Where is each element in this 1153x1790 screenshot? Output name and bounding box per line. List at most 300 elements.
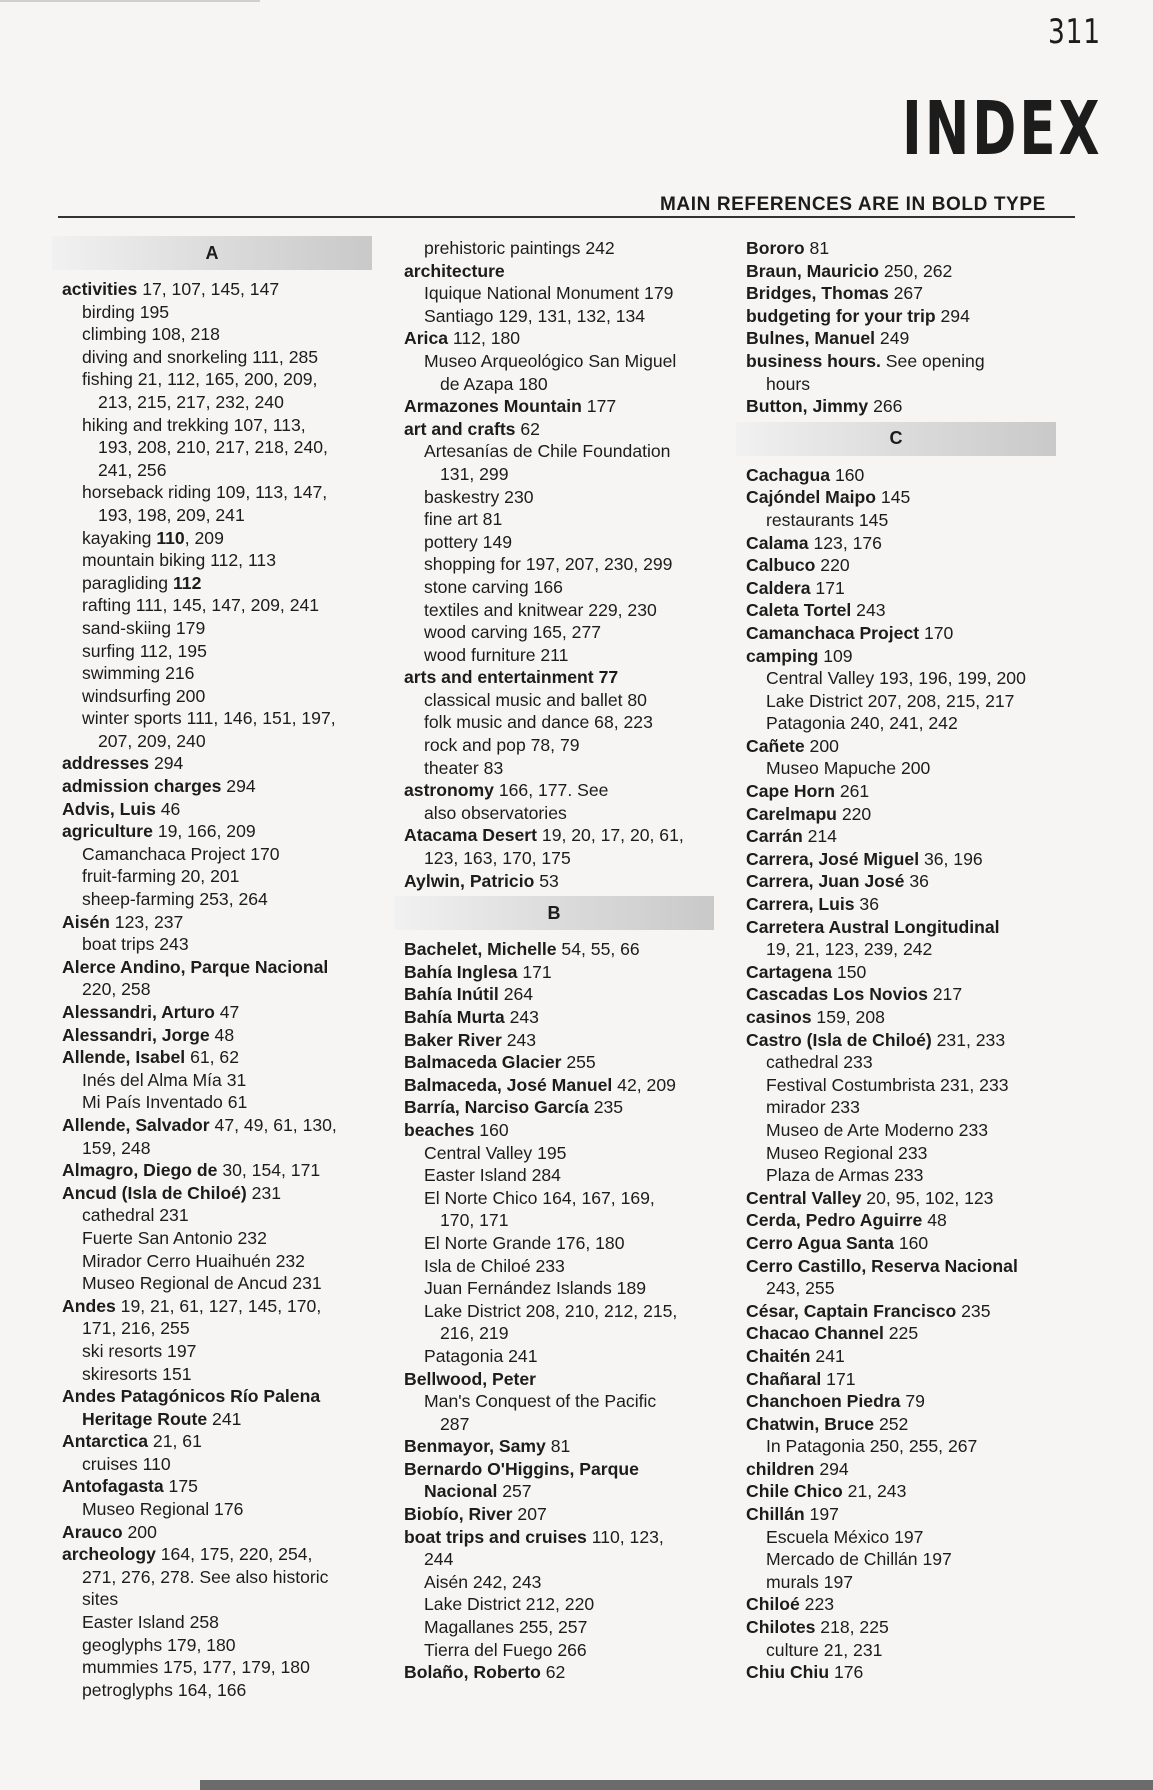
entry-pages: pottery 149 <box>424 531 513 552</box>
entry-pages: 19, 21, 61, 127, 145, 170, <box>115 1295 322 1316</box>
index-entry <box>746 1480 1076 1503</box>
index-subentry <box>62 1204 392 1227</box>
entry-pages: stone carving 166 <box>424 576 563 597</box>
entry-pages: 36, 196 <box>919 848 983 869</box>
entry-term: Cape Horn <box>746 781 835 802</box>
entry-term: Bachelet, Michelle <box>404 939 557 960</box>
index-subentry <box>404 644 734 667</box>
entry-pages: 243 <box>851 600 886 621</box>
entry-term: activities <box>62 279 138 299</box>
index-subentry <box>62 549 392 572</box>
entry-pages: Magallanes 255, 257 <box>424 1617 588 1638</box>
index-entry <box>746 1029 1076 1052</box>
index-entry <box>62 1024 392 1047</box>
index-subentry <box>62 1069 392 1092</box>
index-subentry <box>404 599 734 622</box>
entry-term: Bahía Inútil <box>404 984 499 1005</box>
index-entry <box>62 278 392 301</box>
index-subentry <box>404 350 734 373</box>
entry-pages: 62 <box>515 418 540 439</box>
entry-term: Chanchoen Piedra <box>746 1391 901 1412</box>
entry-pages: 214 <box>802 826 837 847</box>
index-subentry <box>746 1096 1076 1119</box>
entry-term: Carrera, Luis <box>746 894 855 915</box>
index-entry <box>404 1051 734 1074</box>
index-entry <box>404 938 734 961</box>
entry-term: Cachagua <box>746 464 831 485</box>
index-entry <box>746 825 1076 848</box>
entry-pages: sand-skiing 179 <box>82 617 206 638</box>
entry-term: Cerro Agua Santa <box>746 1232 894 1253</box>
index-entry <box>746 327 1076 350</box>
entry-term: Ancud (Isla de Chiloé) <box>62 1182 247 1203</box>
index-entry <box>404 395 734 418</box>
entry-pages: rafting 111, 145, 147, 209, 241 <box>82 595 320 616</box>
index-subentry <box>404 373 734 396</box>
section-letter: C <box>736 422 1056 456</box>
index-subentry <box>746 938 1076 961</box>
entry-term: Carelmapu <box>746 803 837 824</box>
index-subentry <box>404 576 734 599</box>
entry-pages: winter sports 111, 146, 151, 197, <box>82 708 336 729</box>
entry-pages: Easter Island 258 <box>82 1612 219 1633</box>
index-subentry <box>404 1300 734 1323</box>
entry-pages: 294 <box>814 1458 849 1479</box>
entry-pages: 112, 180 <box>448 328 521 349</box>
index-entry <box>746 577 1076 600</box>
index-subentry <box>404 553 734 576</box>
entry-pages: Aisén 242, 243 <box>424 1571 542 1592</box>
entry-term: Andes Patagónicos Río Palena <box>62 1386 321 1407</box>
entry-pages: 36 <box>904 871 929 892</box>
entry-pages: 200 <box>122 1521 157 1542</box>
index-subentry <box>404 1277 734 1300</box>
index-subentry <box>746 1142 1076 1165</box>
index-entry <box>404 1074 734 1097</box>
entry-term: Camanchaca Project <box>746 622 920 643</box>
entry-term: Bernardo O'Higgins, Parque <box>404 1458 639 1479</box>
entry-main-page: 112 <box>172 572 202 593</box>
index-subentry <box>746 1119 1076 1142</box>
entry-pages: horseback riding 109, 113, 147, <box>82 482 328 503</box>
entry-pages: textiles and knitwear 229, 230 <box>424 599 657 620</box>
entry-term: Heritage Route <box>82 1408 208 1429</box>
index-entry <box>62 1475 392 1498</box>
index-subentry <box>62 346 392 369</box>
index-subentry <box>62 414 392 437</box>
index-entry <box>404 327 734 350</box>
index-subentry <box>62 1566 392 1589</box>
entry-pages: 271, 276, 278. See also historic <box>82 1566 329 1587</box>
entry-pages: theater 83 <box>424 757 504 778</box>
entry-pages: fine art 81 <box>424 509 503 530</box>
entry-term: beaches <box>404 1119 475 1140</box>
entry-pages: 47 <box>214 1002 240 1022</box>
entry-pages: 193, 208, 210, 217, 218, 240, <box>98 437 328 458</box>
entry-term: budgeting for your trip <box>746 305 936 326</box>
entry-term: casinos <box>746 1007 812 1027</box>
entry-pages: restaurants 145 <box>766 509 889 530</box>
entry-pages: 54, 55, 66 <box>556 939 640 960</box>
index-subentry <box>62 1227 392 1250</box>
entry-pages: Camanchaca Project 170 <box>82 843 280 864</box>
entry-term: Carrera, José Miguel <box>746 848 920 869</box>
index-subentry <box>62 436 392 459</box>
index-subentry <box>746 1277 1076 1300</box>
entry-pages: Festival Costumbrista 231, 233 <box>766 1074 1009 1095</box>
entry-pages: 47, 49, 61, 130, <box>209 1114 337 1135</box>
index-subentry <box>62 1588 392 1611</box>
index-column-2 <box>404 237 734 1684</box>
entry-term: Central Valley <box>746 1187 862 1208</box>
index-entry <box>746 1593 1076 1616</box>
entry-term: Caldera <box>746 577 811 598</box>
entry-term: Benmayor, Samy <box>404 1436 546 1457</box>
index-entry <box>404 1526 734 1549</box>
index-subentry <box>62 1137 392 1160</box>
entry-term: children <box>746 1458 815 1479</box>
index-entry <box>404 666 734 689</box>
entry-main-page: 110 <box>156 527 185 548</box>
entry-pages: birding 195 <box>82 301 170 322</box>
entry-pages: climbing 108, 218 <box>82 324 220 345</box>
index-entry <box>62 1046 392 1069</box>
entry-pages: fruit-farming 20, 201 <box>82 866 240 887</box>
entry-pages: Museo Regional de Ancud 231 <box>82 1273 322 1294</box>
index-subentry <box>404 757 734 780</box>
entry-term: business hours. <box>746 350 881 371</box>
entry-pages: 160 <box>893 1232 929 1253</box>
entry-pages: 159, 208 <box>811 1007 885 1027</box>
index-entry <box>62 820 392 843</box>
entry-pages: 109 <box>818 645 853 666</box>
entry-term: Caleta Tortel <box>746 600 852 621</box>
index-subentry <box>404 847 734 870</box>
index-subentry <box>404 1480 734 1503</box>
entry-pages: 175 <box>163 1476 198 1497</box>
index-subentry <box>404 1255 734 1278</box>
entry-term: Nacional <box>424 1481 498 1502</box>
entry-term: Castro (Isla de Chiloé) <box>746 1029 932 1050</box>
index-entry <box>746 622 1076 645</box>
entry-pages: paragliding <box>82 572 173 593</box>
entry-term: Antarctica <box>62 1431 149 1452</box>
index-entry <box>62 1001 392 1024</box>
entry-term: Alessandri, Jorge <box>62 1024 210 1045</box>
entry-term: Barría, Narciso García <box>404 1097 589 1118</box>
index-subentry <box>404 802 734 825</box>
index-entry <box>746 1390 1076 1413</box>
entry-pages: diving and snorkeling 111, 285 <box>82 346 319 367</box>
entry-pages: 294 <box>149 753 184 774</box>
index-subentry <box>404 1639 734 1662</box>
index-entry <box>746 1661 1076 1684</box>
index-entry <box>746 645 1076 668</box>
entry-pages: 200 <box>804 735 839 756</box>
index-subentry <box>746 712 1076 735</box>
entry-term: boat trips and cruises <box>404 1526 587 1547</box>
index-entry <box>746 599 1076 622</box>
entry-term: Atacama Desert <box>404 825 538 846</box>
entry-pages: 131, 299 <box>440 463 509 484</box>
entry-term: Allende, Isabel <box>62 1047 186 1068</box>
index-subentry <box>404 486 734 509</box>
index-entry <box>404 779 734 802</box>
entry-pages: mummies 175, 177, 179, 180 <box>82 1657 310 1678</box>
top-edge-line <box>0 0 260 2</box>
entry-pages: 193, 198, 209, 241 <box>98 504 245 525</box>
entry-pages: 110, 123, <box>586 1526 664 1547</box>
entry-term: Arica <box>404 328 449 349</box>
entry-pages: 171 <box>810 577 845 598</box>
header-rule <box>58 216 1075 218</box>
index-entry <box>746 532 1076 555</box>
index-subentry <box>404 531 734 554</box>
index-subentry <box>746 1639 1076 1662</box>
entry-pages: rock and pop 78, 79 <box>424 735 580 756</box>
entry-term: Andes <box>62 1295 116 1316</box>
entry-term: Chacao Channel <box>746 1323 884 1344</box>
entry-term: Carrera, Juan José <box>746 871 905 892</box>
entry-pages: murals 197 <box>766 1571 854 1592</box>
index-subentry <box>62 1250 392 1273</box>
index-subentry <box>746 667 1076 690</box>
index-subentry <box>62 685 392 708</box>
entry-pages: cathedral 233 <box>766 1052 873 1073</box>
entry-pages: El Norte Grande 176, 180 <box>424 1232 625 1253</box>
entry-pages: 235 <box>588 1097 624 1118</box>
entry-term: Baker River <box>404 1029 502 1050</box>
entry-term: Chiloé <box>746 1594 800 1615</box>
entry-pages: 241, 256 <box>98 459 167 480</box>
entry-pages: 261 <box>834 781 870 802</box>
index-subentry <box>404 1345 734 1368</box>
entry-pages: 243 <box>501 1029 537 1050</box>
entry-pages: 216, 219 <box>440 1323 509 1344</box>
entry-pages: 21, 61 <box>148 1431 202 1452</box>
entry-pages: Juan Fernández Islands 189 <box>424 1278 647 1299</box>
entry-pages: Mirador Cerro Huaihuén 232 <box>82 1250 305 1271</box>
index-entry <box>404 1661 734 1684</box>
index-subentry <box>62 843 392 866</box>
index-subentry <box>62 1091 392 1114</box>
index-entry <box>746 848 1076 871</box>
index-subentry <box>62 888 392 911</box>
index-subentry <box>404 237 734 260</box>
index-entry <box>746 1458 1076 1481</box>
index-subentry <box>404 1571 734 1594</box>
entry-term: Cascadas Los Novios <box>746 984 928 1005</box>
entry-pages: 220 <box>836 803 872 824</box>
index-subentry <box>62 594 392 617</box>
entry-pages: 257 <box>497 1481 532 1502</box>
entry-term: Bahía Inglesa <box>404 961 518 982</box>
entry-pages: 53 <box>534 870 559 891</box>
index-subentry <box>62 504 392 527</box>
entry-term: agriculture <box>62 821 153 842</box>
index-subentry <box>404 689 734 712</box>
index-entry <box>746 803 1076 826</box>
index-subentry <box>62 1340 392 1363</box>
entry-term: Calbuco <box>746 555 816 576</box>
entry-pages: 48 <box>209 1024 235 1045</box>
entry-term: Chilotes <box>746 1617 816 1638</box>
index-subentry <box>404 1232 734 1255</box>
index-subentry <box>62 617 392 640</box>
entry-term: Antofagasta <box>62 1476 164 1497</box>
index-subentry <box>404 1209 734 1232</box>
entry-pages: 160 <box>830 464 865 485</box>
entry-pages: Man's Conquest of the Pacific <box>424 1391 657 1412</box>
entry-term: camping <box>746 645 819 666</box>
entry-pages: 81 <box>545 1436 571 1457</box>
entry-pages: kayaking <box>82 527 157 548</box>
index-entry <box>746 395 1076 418</box>
index-subentry <box>404 1593 734 1616</box>
index-subentry <box>746 690 1076 713</box>
index-entry <box>746 983 1076 1006</box>
entry-pages: See opening <box>880 350 985 371</box>
entry-pages: 241 <box>810 1345 845 1366</box>
index-entry <box>62 1430 392 1453</box>
entry-term: Cerda, Pedro Aguirre <box>746 1210 923 1231</box>
index-entry <box>404 1435 734 1458</box>
entry-pages: Museo Arqueológico San Miguel <box>424 350 677 371</box>
entry-term: Bolaño, Roberto <box>404 1662 541 1683</box>
entry-pages: 220 <box>815 555 850 576</box>
index-entry <box>746 870 1076 893</box>
index-entry <box>746 464 1076 487</box>
entry-pages: 159, 248 <box>82 1137 151 1158</box>
entry-term: Button, Jimmy <box>746 396 869 417</box>
entry-pages: geoglyphs 179, 180 <box>82 1634 236 1655</box>
index-entry <box>746 1413 1076 1436</box>
entry-term: Biobío, River <box>404 1504 513 1525</box>
index-entry <box>746 237 1076 260</box>
entry-pages: 243 <box>504 1007 539 1027</box>
index-subentry <box>62 662 392 685</box>
entry-term: Balmaceda Glacier <box>404 1052 562 1073</box>
index-subentry <box>62 572 392 595</box>
index-subentry <box>746 1435 1076 1458</box>
index-subentry <box>62 1679 392 1702</box>
index-subentry <box>746 1548 1076 1571</box>
entry-pages: 19, 21, 123, 239, 242 <box>766 939 933 960</box>
entry-pages: 217 <box>927 984 963 1005</box>
page-number: 311 <box>1048 12 1101 52</box>
entry-pages: 81 <box>804 238 830 258</box>
index-entry <box>746 1368 1076 1391</box>
entry-pages: 30, 154, 171 <box>217 1160 321 1181</box>
entry-term: Carretera Austral Longitudinal <box>746 916 1000 937</box>
index-entry <box>746 1232 1076 1255</box>
index-subentry <box>62 1272 392 1295</box>
entry-pages: 244 <box>424 1549 454 1570</box>
index-subentry <box>404 1187 734 1210</box>
entry-pages: fishing 21, 112, 165, 200, 209, <box>82 369 318 390</box>
entry-pages: 250, 262 <box>878 260 953 281</box>
index-entry <box>746 282 1076 305</box>
entry-pages: 36 <box>854 894 880 915</box>
entry-pages: de Azapa 180 <box>440 373 548 394</box>
index-subentry <box>62 707 392 730</box>
entry-pages: petroglyphs 164, 166 <box>82 1679 247 1700</box>
entry-pages: mountain biking 112, 113 <box>82 550 276 571</box>
index-subentry <box>62 301 392 324</box>
index-subentry <box>62 459 392 482</box>
index-subentry <box>62 481 392 504</box>
index-entry <box>746 735 1076 758</box>
index-entry <box>62 752 392 775</box>
entry-pages: Museo Mapuche 200 <box>766 758 931 779</box>
entry-pages: 160 <box>474 1119 509 1140</box>
index-subentry <box>62 391 392 414</box>
entry-pages: 42, 209 <box>612 1074 676 1095</box>
entry-pages: Patagonia 241 <box>424 1345 538 1366</box>
index-subentry <box>62 1363 392 1386</box>
index-entry <box>62 1159 392 1182</box>
entry-term: architecture <box>404 260 505 281</box>
entry-pages: culture 21, 231 <box>766 1639 883 1660</box>
index-subentry <box>62 323 392 346</box>
index-entry <box>404 824 734 847</box>
index-subentry <box>62 1317 392 1340</box>
index-subentry <box>404 1390 734 1413</box>
index-subentry <box>404 1322 734 1345</box>
index-subentry <box>746 1074 1076 1097</box>
index-entry <box>62 775 392 798</box>
entry-term: Calama <box>746 532 809 553</box>
entry-pages: 177 <box>581 396 617 417</box>
index-subentry <box>404 305 734 328</box>
index-subentry <box>746 1164 1076 1187</box>
index-subentry <box>62 1656 392 1679</box>
entry-term: Chile Chico <box>746 1481 843 1502</box>
index-entry <box>62 911 392 934</box>
entry-pages: ski resorts 197 <box>82 1340 197 1361</box>
index-entry <box>746 1503 1076 1526</box>
entry-pages: 170 <box>919 622 954 643</box>
entry-pages: Lake District 212, 220 <box>424 1594 595 1615</box>
entry-pages: 19, 166, 209 <box>152 821 256 842</box>
entry-pages: hours <box>766 373 811 394</box>
entry-term: Cañete <box>746 735 805 756</box>
index-entry <box>404 1458 734 1481</box>
entry-pages: cathedral 231 <box>82 1205 189 1226</box>
entry-term: Cartagena <box>746 961 833 982</box>
index-entry <box>746 916 1076 939</box>
entry-pages: 294 <box>935 305 970 326</box>
index-entry <box>62 1114 392 1137</box>
entry-term: Aisén <box>62 911 110 932</box>
entry-pages: 123, 237 <box>109 911 184 932</box>
index-entry <box>404 1096 734 1119</box>
entry-pages: Museo de Arte Moderno 233 <box>766 1119 989 1140</box>
index-entry <box>746 1616 1076 1639</box>
index-entry <box>404 1119 734 1142</box>
index-subentry <box>62 640 392 663</box>
index-subentry <box>62 527 392 550</box>
page-title: INDEX <box>902 86 1103 172</box>
entry-term: Alerce Andino, Parque Nacional <box>62 956 329 977</box>
index-entry <box>62 798 392 821</box>
entry-pages: shopping for 197, 207, 230, 299 <box>424 554 673 575</box>
entry-term: Balmaceda, José Manuel <box>404 1074 613 1095</box>
entry-term: archeology <box>62 1544 156 1565</box>
entry-pages: 220, 258 <box>82 979 151 1000</box>
index-entry <box>746 1255 1076 1278</box>
entry-pages: Central Valley 193, 196, 199, 200 <box>766 668 1026 689</box>
